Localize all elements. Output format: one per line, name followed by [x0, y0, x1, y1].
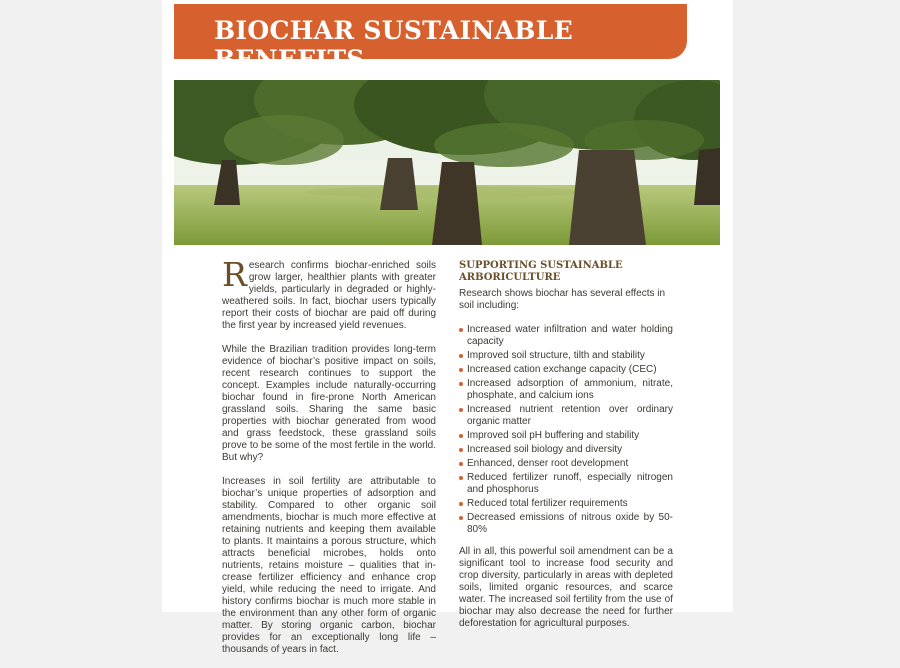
- list-item: Reduced total fertilizer requirements: [459, 498, 673, 510]
- list-item: Improved soil pH buffering and stability: [459, 430, 673, 442]
- list-item: Increased cation exchange capacity (CEC): [459, 364, 673, 376]
- list-item: Reduced fertilizer runoff, especially nitrogen and phosphorus: [459, 472, 673, 496]
- page-title: BIOCHAR SUSTAINABLE BENEFITS: [214, 16, 573, 74]
- list-item: Increased water infiltration and water holding capacity: [459, 324, 673, 348]
- closing-paragraph: All in all, this powerful soil amendment can be a significant tool to increase food security and crop diversity, particularly in areas with depleted soils, limited organic resources, and scarce water. The increased soil fertility from the use of biochar may also decrease the need for further deforestation for agricultural purposes.: [459, 546, 673, 629]
- section-heading: SUPPORTING SUSTAINABLE ARBORICULTURE: [459, 260, 623, 283]
- list-item: Improved soil structure, tilth and stability: [459, 350, 673, 362]
- paragraph-text: esearch confirms biochar-enriched soils grow larger, healthier plants with greater yields, particularly in degraded or highly-weathered soils. In fact, biochar users typically report their costs of biochar are paid off during the first year by increased yield revenues.: [222, 260, 436, 331]
- right-column: [459, 260, 673, 642]
- list-item: Increased soil biology and diversity: [459, 444, 673, 456]
- title-banner: [174, 4, 687, 74]
- paragraph-brazilian-tradition: While the Brazilian tradition provides long-term evidence of biochar’s positive impact on soils, recent research continues to support the concept. Examples include naturally-occurring biochar found in fire-prone North American grassland soils. Sharing the same basic properties with biochar generated from wood and grass feedstock, these grassland soils prove to be some of the most fertile in the world. But why?: [222, 344, 436, 463]
- left-column: [222, 255, 436, 668]
- drop-cap: R: [222, 255, 247, 294]
- effects-list: [459, 324, 673, 536]
- list-item: Increased nutrient retention over ordinary organic matter: [459, 404, 673, 428]
- tree-photo: [174, 80, 720, 245]
- list-item: Increased adsorption of ammonium, nitrate, phosphate, and calcium ions: [459, 378, 673, 402]
- paragraph-soil-fertility: Increases in soil fertility are attributable to biochar’s unique properties of adsorption and stability. Compared to other organic soil amendments, biochar is much more effective at retaining nutrients and keeping them available to plants. It maintains a porous structure, which attracts beneficial microbes, holds onto nutrients, retains moisture – qualities that increase fertilizer efficiency and enhance crop yield, while reducing the need to irrigate. And history confirms biochar is much more stable in the environment than any other form of organic matter. By storing organic carbon, biochar provides for an exceptionally long life – thousands of years in fact.: [222, 476, 436, 655]
- section-intro: Research shows biochar has several effects in soil including:: [459, 288, 666, 311]
- document-page: [162, 0, 733, 655]
- intro-paragraph: [222, 255, 436, 332]
- list-item: Decreased emissions of nitrous oxide by 50-80%: [459, 512, 673, 536]
- list-item: Enhanced, denser root development: [459, 458, 673, 470]
